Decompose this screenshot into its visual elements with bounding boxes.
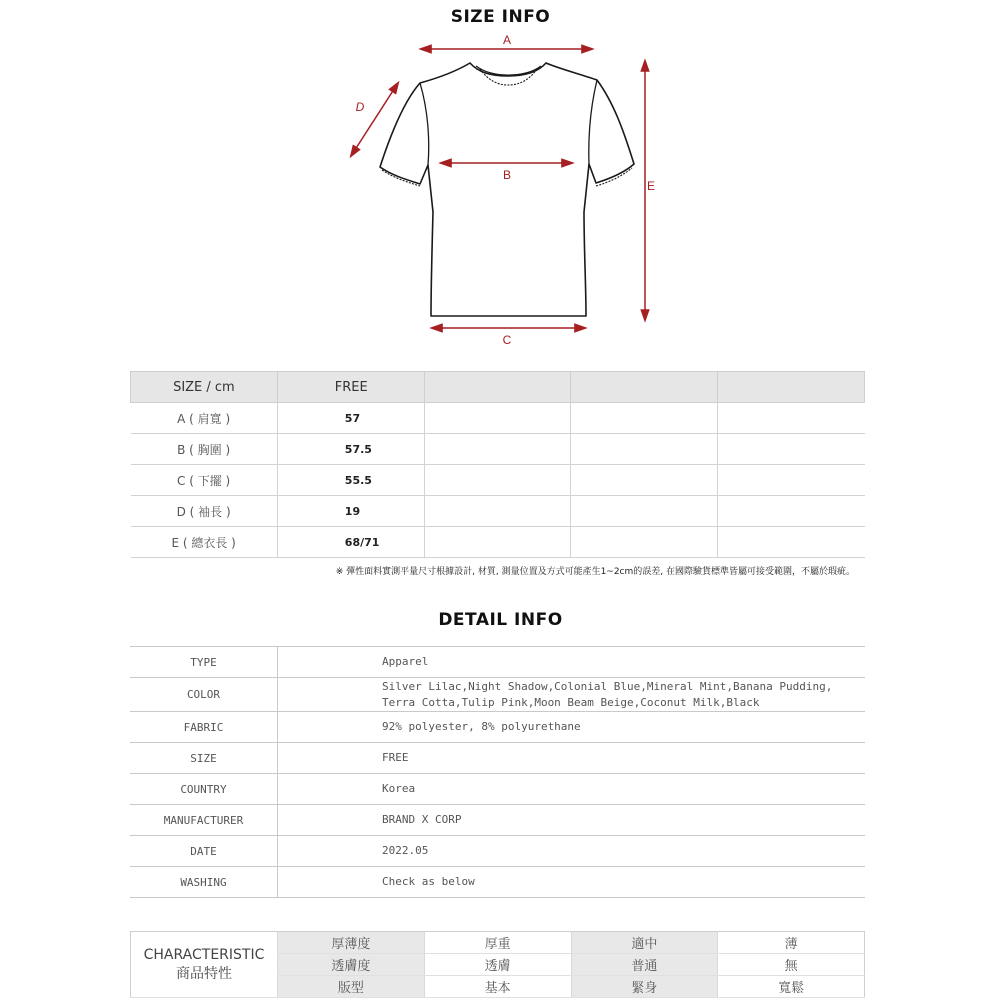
measure-arrows <box>351 49 645 328</box>
characteristic-option-selected: 適中 <box>571 932 718 954</box>
detail-table <box>130 646 865 898</box>
label-a: A <box>502 33 512 47</box>
arrow-d <box>351 83 398 156</box>
size-row-e <box>131 527 865 558</box>
detail-row-washing <box>130 867 865 898</box>
size-header-label: SIZE / cm <box>131 372 278 403</box>
characteristic-option: 寬鬆 <box>718 976 865 998</box>
size-row-value: 55.5 <box>277 465 424 496</box>
size-header-empty <box>718 372 865 403</box>
characteristic-option: 薄 <box>718 932 865 954</box>
detail-info-title: DETAIL INFO <box>438 610 563 630</box>
detail-value <box>278 678 866 712</box>
size-table-header <box>131 372 865 403</box>
characteristic-option-selected: 緊身 <box>571 976 718 998</box>
size-row-value: 68/71 <box>277 527 424 558</box>
characteristic-attr: 版型 <box>278 976 425 998</box>
detail-row-manufacturer <box>130 805 865 836</box>
characteristic-heading <box>131 932 278 998</box>
detail-key: COUNTRY <box>130 774 278 805</box>
detail-value: Apparel <box>278 647 866 678</box>
characteristic-attr: 厚薄度 <box>278 932 425 954</box>
detail-row-color <box>130 678 865 712</box>
size-row-label: B ( 胸圍 ) <box>131 434 278 465</box>
detail-key: COLOR <box>130 678 278 712</box>
detail-row-type <box>130 647 865 678</box>
characteristic-option: 厚重 <box>424 932 571 954</box>
characteristic-title-en: CHARACTERISTIC <box>143 946 265 963</box>
characteristic-option: 透膚 <box>424 954 571 976</box>
size-info-title: SIZE INFO <box>450 7 551 27</box>
detail-key: WASHING <box>130 867 278 898</box>
detail-row-size <box>130 743 865 774</box>
characteristic-option-selected: 普通 <box>571 954 718 976</box>
characteristic-row-thickness <box>131 932 865 954</box>
label-e: E <box>646 179 656 193</box>
detail-value: BRAND X CORP <box>278 805 866 836</box>
detail-value-line: Terra Cotta,Tulip Pink,Moon Beam Beige,Coconut Milk,Black <box>382 695 760 709</box>
size-row-d <box>131 496 865 527</box>
detail-value: FREE <box>278 743 866 774</box>
detail-value: Check as below <box>278 867 866 898</box>
size-row-value: 57 <box>277 403 424 434</box>
detail-row-fabric <box>130 712 865 743</box>
detail-key: SIZE <box>130 743 278 774</box>
label-d: D <box>355 100 365 114</box>
size-row-b <box>131 434 865 465</box>
detail-key: DATE <box>130 836 278 867</box>
size-row-value: 19 <box>277 496 424 527</box>
detail-value: 92% polyester, 8% polyurethane <box>278 712 866 743</box>
detail-row-country <box>130 774 865 805</box>
characteristic-attr: 透膚度 <box>278 954 425 976</box>
detail-key: MANUFACTURER <box>130 805 278 836</box>
characteristic-title-zh: 商品特性 <box>176 965 232 982</box>
size-row-c <box>131 465 865 496</box>
size-header-empty <box>424 372 571 403</box>
label-b: B <box>502 168 512 182</box>
tshirt-outline <box>380 63 634 316</box>
label-c: C <box>502 333 512 347</box>
size-header-free: FREE <box>277 372 424 403</box>
tshirt-diagram <box>0 0 1001 360</box>
size-row-value: 57.5 <box>277 434 424 465</box>
detail-row-date <box>130 836 865 867</box>
detail-value: Korea <box>278 774 866 805</box>
size-row-label: E ( 總衣長 ) <box>131 527 278 558</box>
size-row-label: D ( 袖長 ) <box>131 496 278 527</box>
detail-value-line: Silver Lilac,Night Shadow,Colonial Blue,Mineral Mint,Banana Pudding, <box>382 679 833 693</box>
size-header-empty <box>571 372 718 403</box>
detail-value: 2022.05 <box>278 836 866 867</box>
size-row-label: C ( 下擺 ) <box>131 465 278 496</box>
characteristic-option: 無 <box>718 954 865 976</box>
size-table <box>130 371 865 558</box>
characteristic-option: 基本 <box>424 976 571 998</box>
measurement-note: ※ 彈性面料實測平量尺寸根據設計, 材質, 測量位置及方式可能產生1~2cm的誤差, 在國際驗貨標準皆屬可接受範圍，不屬於瑕疵。 <box>335 567 855 577</box>
size-row-label: A ( 肩寬 ) <box>131 403 278 434</box>
detail-key: TYPE <box>130 647 278 678</box>
detail-key: FABRIC <box>130 712 278 743</box>
size-row-a <box>131 403 865 434</box>
characteristic-table <box>130 931 865 998</box>
